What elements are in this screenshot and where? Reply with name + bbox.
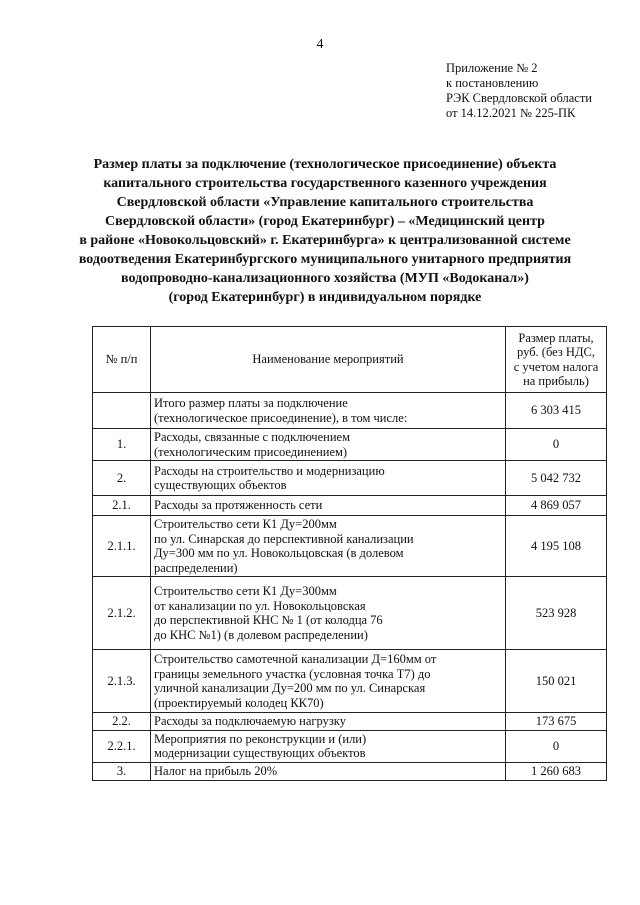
appendix-line: к постановлению — [446, 76, 539, 90]
table-row — [93, 713, 607, 731]
appendix-line: РЭК Свердловской области — [446, 91, 592, 105]
appendix-block — [446, 61, 592, 121]
row-name: Налог на прибыль 20% — [151, 762, 506, 780]
table-row — [93, 496, 607, 516]
header-number: № п/п — [93, 327, 151, 393]
table-row — [93, 650, 607, 713]
table-row — [93, 429, 607, 461]
title-line: Свердловской области «Управление капитального строительства — [116, 195, 534, 210]
title-line: водоотведения Екатеринбургского муниципального унитарного предприятия — [78, 252, 572, 267]
row-name: Строительство сети К1 Ду=300мм от канализации по ул. Новокольцовская до перспективной КНС № 1 (от колодца 76 до КНС №1) (в долевом распределении) — [151, 577, 506, 650]
row-name: Расходы за подключаемую нагрузку — [151, 713, 506, 731]
table-header-row — [93, 327, 607, 393]
row-value: 173 675 — [506, 713, 607, 731]
row-value: 0 — [506, 429, 607, 461]
row-name: Расходы, связанные с подключением (технологическим присоединением) — [151, 429, 506, 461]
appendix-line: от 14.12.2021 № 225-ПК — [446, 106, 576, 120]
fee-table — [92, 326, 607, 781]
row-number: 2.2.1. — [93, 730, 151, 762]
table-row — [93, 762, 607, 780]
table-row — [93, 577, 607, 650]
header-name: Наименование мероприятий — [151, 327, 506, 393]
row-number: 2.1. — [93, 496, 151, 516]
row-name: Строительство самотечной канализации Д=160мм от границы земельного участка (условная точка Т7) до уличной канализации Ду=200 мм по ул. Синарская (проектируемый колодец КК70) — [151, 650, 506, 713]
row-value: 523 928 — [506, 577, 607, 650]
row-number: 2.1.3. — [93, 650, 151, 713]
row-name: Итого размер платы за подключение (технологическое присоединение), в том числе: — [151, 393, 506, 429]
title-line: Свердловской области» (город Екатеринбург) – «Медицинский центр — [105, 214, 545, 229]
table-row — [93, 393, 607, 429]
row-value: 4 195 108 — [506, 516, 607, 577]
row-number: 2.2. — [93, 713, 151, 731]
row-value: 6 303 415 — [506, 393, 607, 429]
table-row — [93, 461, 607, 496]
page-number: 4 — [316, 37, 324, 52]
row-value: 1 260 683 — [506, 762, 607, 780]
row-name: Расходы на строительство и модернизацию существующих объектов — [151, 461, 506, 496]
table-row — [93, 730, 607, 762]
title-line: капитального строительства государственного казенного учреждения — [103, 176, 547, 191]
row-number: 1. — [93, 429, 151, 461]
row-number: 2.1.2. — [93, 577, 151, 650]
row-number: 3. — [93, 762, 151, 780]
title-line: Размер платы за подключение (технологическое присоединение) объекта — [93, 157, 557, 172]
table-row — [93, 516, 607, 577]
document-title — [60, 155, 590, 307]
row-number — [93, 393, 151, 429]
header-value: Размер платы, руб. (без НДС, с учетом налога на прибыль) — [506, 327, 607, 393]
title-line: (город Екатеринбург) в индивидуальном порядке — [168, 290, 482, 305]
row-name: Расходы за протяженность сети — [151, 496, 506, 516]
row-value: 4 869 057 — [506, 496, 607, 516]
row-number: 2.1.1. — [93, 516, 151, 577]
row-number: 2. — [93, 461, 151, 496]
title-line: в районе «Новокольцовский» г. Екатеринбурга» к централизованной системе — [79, 233, 571, 248]
row-name: Мероприятия по реконструкции и (или) модернизации существующих объектов — [151, 730, 506, 762]
row-name: Строительство сети К1 Ду=200мм по ул. Синарская до перспективной канализации Ду=300 мм по ул. Новокольцовская (в долевом распределении) — [151, 516, 506, 577]
title-line: водопроводно-канализационного хозяйства (МУП «Водоканал») — [121, 271, 529, 286]
row-value: 5 042 732 — [506, 461, 607, 496]
row-value: 0 — [506, 730, 607, 762]
row-value: 150 021 — [506, 650, 607, 713]
appendix-line: Приложение № 2 — [446, 61, 538, 75]
